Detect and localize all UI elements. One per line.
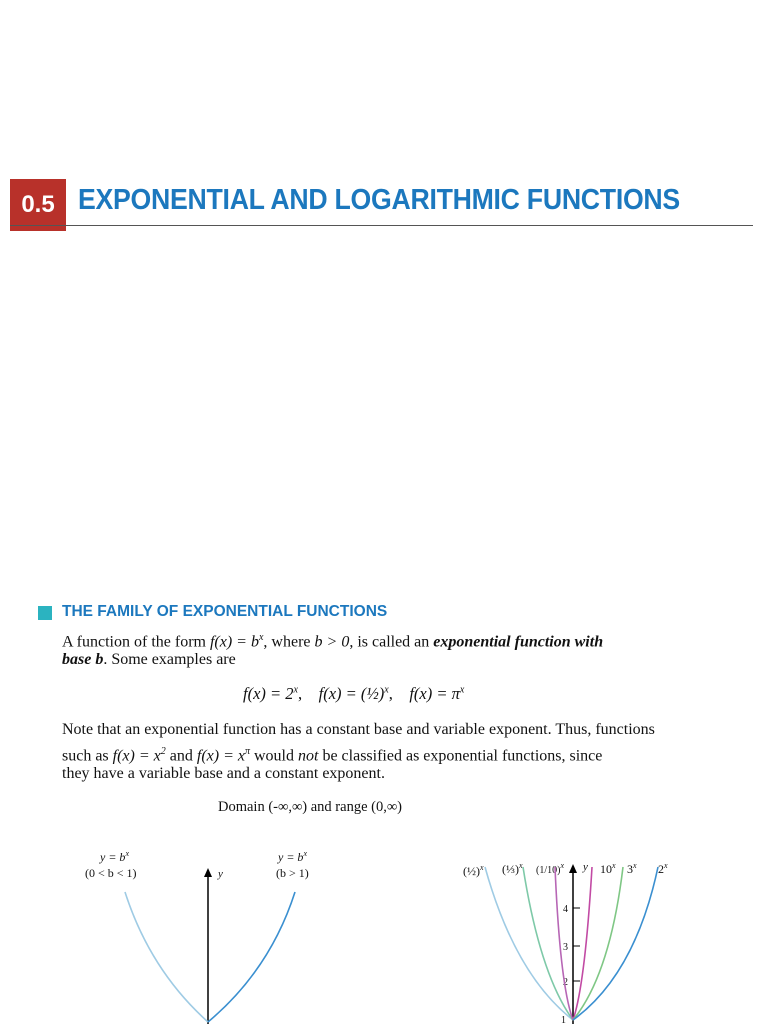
paragraph1-line1: A function of the form $f(x) = b^x$, where b > 0, is called an exponential function with [62, 632, 604, 651]
tick-label-4: 4 [563, 904, 568, 915]
svg-text:2x: 2$^x$ [658, 861, 668, 876]
y-axis-arrow-icon [204, 868, 212, 877]
term-exponential-function: exponential function with [433, 633, 604, 651]
svg-text:y = bx: $y = b^x$ [100, 849, 129, 864]
domain-range-note: Domain (-∞,∞) and range (0,∞) [218, 799, 403, 815]
tick-label-3: 3 [563, 942, 568, 953]
example-formulas: $f(x) = 2^x$, f(x) = (½)$^x$, $f(x) = \pi^x$ [243, 684, 465, 703]
graph-general-exponential [70, 840, 370, 1024]
paragraph1-line2: base b. Some examples are [62, 651, 236, 668]
tick-label-2: 2 [563, 977, 568, 988]
section-number-badge: 0.5 [10, 179, 66, 231]
svg-text:y = bx: $y = b^x$ [278, 849, 307, 864]
paragraph2-line3: they have a variable base and a constant exponent. [62, 765, 385, 782]
increasing-exponential-curve [208, 892, 295, 1022]
svg-text:(1/10)x: $(1/10)^x$ [536, 861, 565, 876]
y-axis-arrow-icon [569, 864, 577, 873]
right-curve-condition: (b > 1) [276, 866, 309, 880]
left-curve-condition: (0 < b < 1) [85, 866, 137, 880]
exponential-curves [485, 867, 658, 1020]
paragraph2-line1: Note that an exponential function has a constant base and variable exponent. Thus, functions [62, 721, 655, 738]
svg-text:(½)x: (½)$^x$ [463, 863, 484, 878]
paragraph2-line2: such as $f(x) = x^2$ and $f(x) = x^\pi$ would not be classified as exponential functions, since [62, 746, 603, 765]
section-title: EXPONENTIAL AND LOGARITHMIC FUNCTIONS [78, 184, 680, 216]
y-axis-label: y [218, 868, 223, 880]
svg-text:10x: 10$^x$ [600, 861, 616, 876]
svg-text:3x: 3$^x$ [627, 861, 637, 876]
subsection-title: THE FAMILY OF EXPONENTIAL FUNCTIONS [62, 603, 388, 620]
subsection-marker-icon [38, 606, 52, 620]
svg-text:(⅓)x: (⅓)$^x$ [502, 861, 523, 876]
graph-exponential-family [455, 845, 715, 1024]
decreasing-exponential-curve [125, 892, 208, 1022]
curve-ten-power [573, 867, 592, 1020]
header-rule [10, 225, 753, 226]
tick-label-1: 1 [561, 1015, 566, 1024]
y-axis-label: y [583, 861, 588, 873]
